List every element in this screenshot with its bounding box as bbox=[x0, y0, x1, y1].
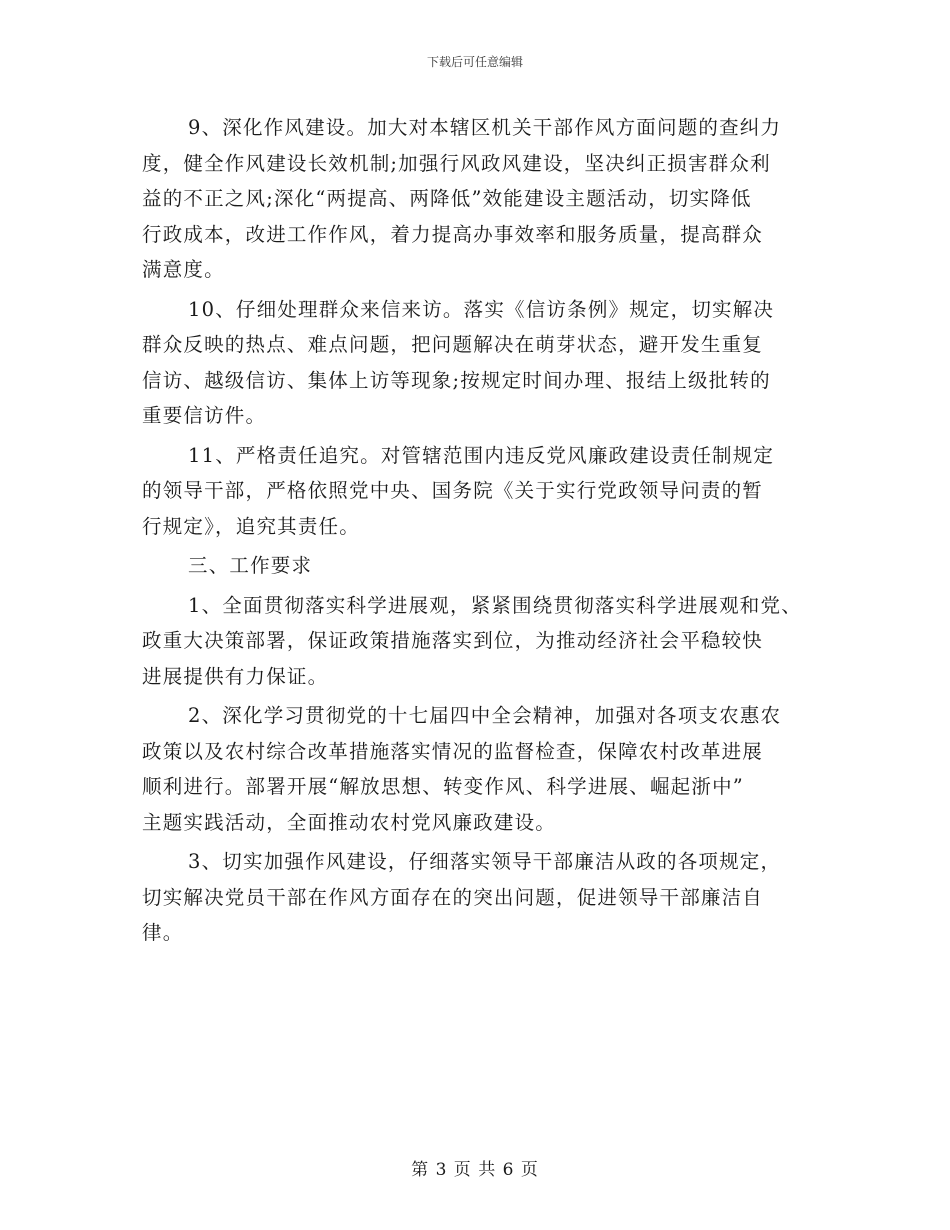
text-line: 10、仔细处理群众来信来访。落实《信访条例》规定，切实解决 bbox=[188, 297, 775, 321]
text-line: 1、全面贯彻落实科学进展观，紧紧围绕贯彻落实科学进展观和党、 bbox=[188, 593, 802, 617]
text-line: 重要信访件。 bbox=[142, 404, 267, 427]
paragraph-9 bbox=[142, 110, 810, 288]
text-line: 11、严格责任追究。对管辖范围内违反党风廉政建设责任制规定 bbox=[188, 443, 775, 467]
paragraph-10 bbox=[142, 292, 810, 434]
text-line: 群众反映的热点、难点问题，把问题解决在萌芽状态，避开发生重复 bbox=[142, 333, 764, 356]
text-line: 行政成本，改进工作作风，着力提高办事效率和服务质量，提高群众 bbox=[142, 222, 764, 246]
text-line: 政策以及农村综合改革措施落实情况的监督检查，保障农村改革进展 bbox=[142, 739, 764, 763]
text-line: 2、深化学习贯彻党的十七届四中全会精神，加强对各项支农惠农 bbox=[188, 704, 782, 727]
text-line: 3、切实加强作风建设，仔细落实领导干部廉洁从政的各项规定， bbox=[188, 850, 782, 873]
text-line: 益的不正之风;深化“两提高、两降低”效能建设主题活动，切实降低 bbox=[142, 187, 752, 210]
text-line: 切实解决党员干部在作风方面存在的突出问题，促进领导干部廉洁自 bbox=[142, 885, 764, 909]
text-line: 行规定》，追究其责任。 bbox=[142, 514, 360, 538]
heading-line: 三、工作要求 bbox=[188, 554, 313, 577]
text-line: 的领导干部，严格依照党中央、国务院《关于实行党政领导问责的暂 bbox=[142, 479, 764, 502]
requirement-1 bbox=[142, 588, 810, 695]
requirement-2 bbox=[142, 698, 810, 840]
text-line: 信访、越级信访、集体上访等现象;按规定时间办理、报结上级批转的 bbox=[142, 368, 771, 392]
text-line: 律。 bbox=[142, 921, 184, 944]
section-heading bbox=[142, 548, 810, 584]
page-number: 第 3 页 共 6 页 bbox=[411, 1160, 539, 1180]
text-line: 主题实践活动，全面推动农村党风廉政建设。 bbox=[142, 810, 557, 834]
text-line: 满意度。 bbox=[142, 258, 225, 281]
document-body bbox=[142, 110, 810, 951]
text-line: 度，健全作风建设长效机制;加强行风政风建设，坚决纠正损害群众利 bbox=[142, 151, 771, 175]
text-line: 政重大决策部署，保证政策措施落实到位，为推动经济社会平稳较快 bbox=[142, 629, 764, 652]
text-line: 9、深化作风建设。加大对本辖区机关干部作风方面问题的查纠力 bbox=[188, 116, 782, 139]
text-line: 进展提供有力保证。 bbox=[142, 664, 329, 688]
requirement-3 bbox=[142, 844, 810, 951]
text-line: 顺利进行。部署开展“解放思想、转变作风、科学进展、崛起浙中” bbox=[142, 775, 744, 798]
page-header: 下载后可任意编辑 bbox=[426, 55, 523, 69]
paragraph-11 bbox=[142, 438, 810, 545]
